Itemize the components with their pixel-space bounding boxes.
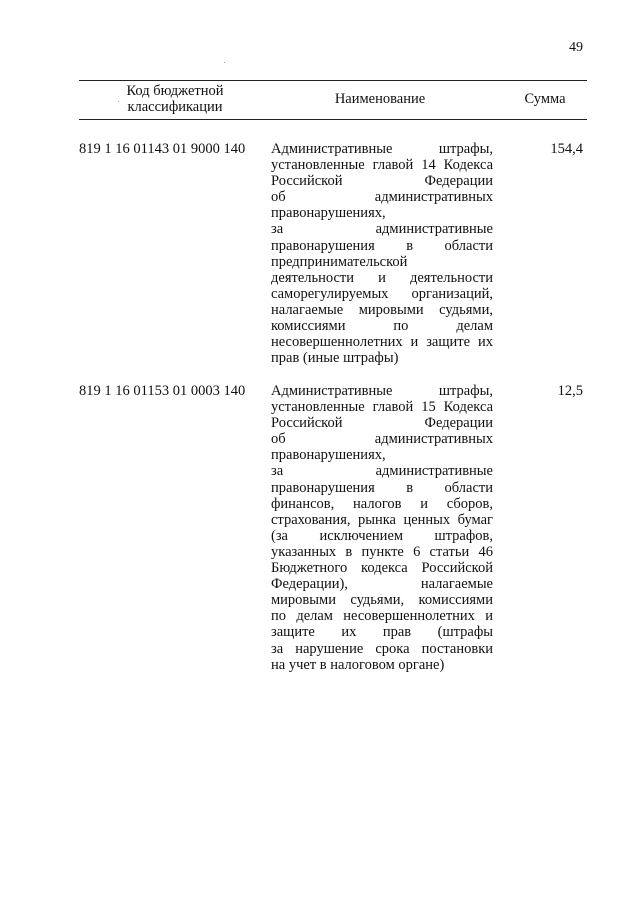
description-line: предпринимательской (271, 253, 408, 270)
description-line: об административных (271, 431, 493, 448)
row-sum: 154,4 (550, 141, 583, 157)
description-line: правонарушениях, (271, 205, 386, 222)
row-code: 819 1 16 01153 01 0003 140 (79, 383, 246, 399)
header-code (95, 83, 255, 115)
description-line: налагаемые мировыми судьями, (271, 301, 493, 318)
row-description (271, 141, 493, 366)
description-line: прав (иные штрафы) (271, 350, 399, 367)
description-line: комиссиями по делам (271, 318, 493, 335)
header-code-line1: Код бюджетной (126, 83, 224, 99)
description-line: финансов, налогов и сборов, (271, 495, 493, 512)
description-line: указанных в пункте 6 статьи 46 (271, 543, 493, 560)
description-line: по делам несовершеннолетних и (271, 608, 493, 625)
description-line: Российской Федерации (271, 173, 493, 190)
description-line: установленные главой 14 Кодекса (271, 157, 493, 174)
header-name: Наименование (334, 91, 426, 107)
description-line: об административных (271, 189, 493, 206)
description-line: Федерации), налагаемые (271, 576, 493, 593)
description-line: за административные (271, 221, 493, 238)
page-number: 49 (569, 40, 583, 55)
description-line: Российской Федерации (271, 415, 493, 432)
description-line: правонарушения в области (271, 479, 493, 496)
description-line: за нарушение срока постановки (271, 640, 493, 657)
description-line: правонарушениях, (271, 447, 386, 464)
description-line: (за исключением штрафов, (271, 527, 493, 544)
row-sum: 12,5 (557, 383, 583, 399)
scan-speck (224, 62, 225, 63)
description-line: Бюджетного кодекса Российской (271, 560, 493, 577)
table-header-rule (79, 119, 587, 120)
row-code: 819 1 16 01143 01 9000 140 (79, 141, 246, 157)
description-line: деятельности и деятельности (271, 269, 493, 286)
description-line: Административные штрафы, (271, 141, 493, 157)
description-line: несовершеннолетних и защите их (271, 334, 493, 351)
description-line: саморегулируемых организаций, (271, 285, 493, 302)
description-line: Административные штрафы, (271, 383, 493, 399)
row-description (271, 383, 493, 673)
description-line: на учет в налоговом органе) (271, 656, 445, 673)
description-line: защите их прав (штрафы (271, 624, 493, 641)
description-line: правонарушения в области (271, 237, 493, 254)
description-line: установленные главой 15 Кодекса (271, 399, 493, 416)
header-code-line2: классификации (127, 99, 223, 115)
description-line: мировыми судьями, комиссиями (271, 592, 493, 609)
header-sum: Сумма (524, 91, 566, 107)
table-top-rule (79, 80, 587, 81)
description-line: за административные (271, 463, 493, 480)
description-line: страхования, рынка ценных бумаг (271, 511, 493, 528)
